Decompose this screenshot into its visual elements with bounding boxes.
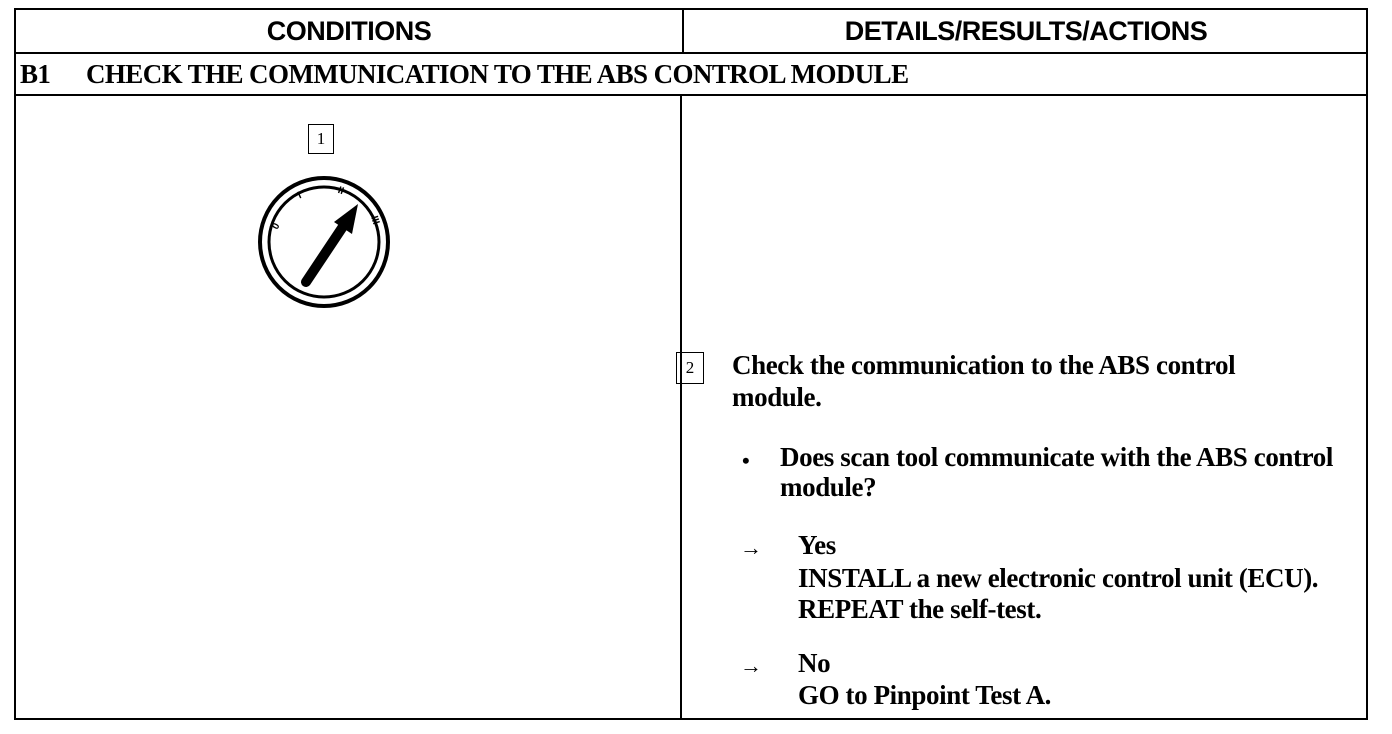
dial-label-1: I	[296, 190, 304, 202]
step-2-question: Does scan tool communicate with the ABS control module?	[780, 442, 1333, 502]
yes-action: INSTALL a new electronic control unit (ECU). REPEAT the self-test.	[798, 563, 1319, 624]
step-2-instruction: Check the communication to the ABS control module.	[732, 350, 1236, 412]
header-divider	[682, 10, 684, 52]
section-title: CHECK THE COMMUNICATION TO THE ABS CONTROL MODULE	[86, 58, 909, 89]
dial-label-3: III	[368, 214, 382, 227]
dial-label-2: II	[336, 184, 346, 198]
arrow-right-icon: →	[740, 535, 762, 560]
ignition-switch-icon	[254, 172, 394, 312]
dial-label-0: 0	[270, 221, 283, 232]
step-2-number: 2	[676, 352, 704, 384]
no-action: GO to Pinpoint Test A.	[798, 680, 1052, 710]
header-conditions: CONDITIONS	[266, 15, 432, 46]
section-rule	[16, 94, 1366, 96]
yes-label: Yes	[798, 530, 836, 560]
section-id: B1	[20, 58, 51, 89]
header-details: DETAILS/RESULTS/ACTIONS	[844, 15, 1208, 46]
step-1-number: 1	[308, 124, 334, 154]
bullet-icon: •	[742, 448, 750, 473]
arrow-right-icon: →	[740, 653, 762, 678]
section-row	[16, 54, 1366, 94]
body-divider	[680, 96, 682, 718]
no-label: No	[798, 648, 831, 678]
